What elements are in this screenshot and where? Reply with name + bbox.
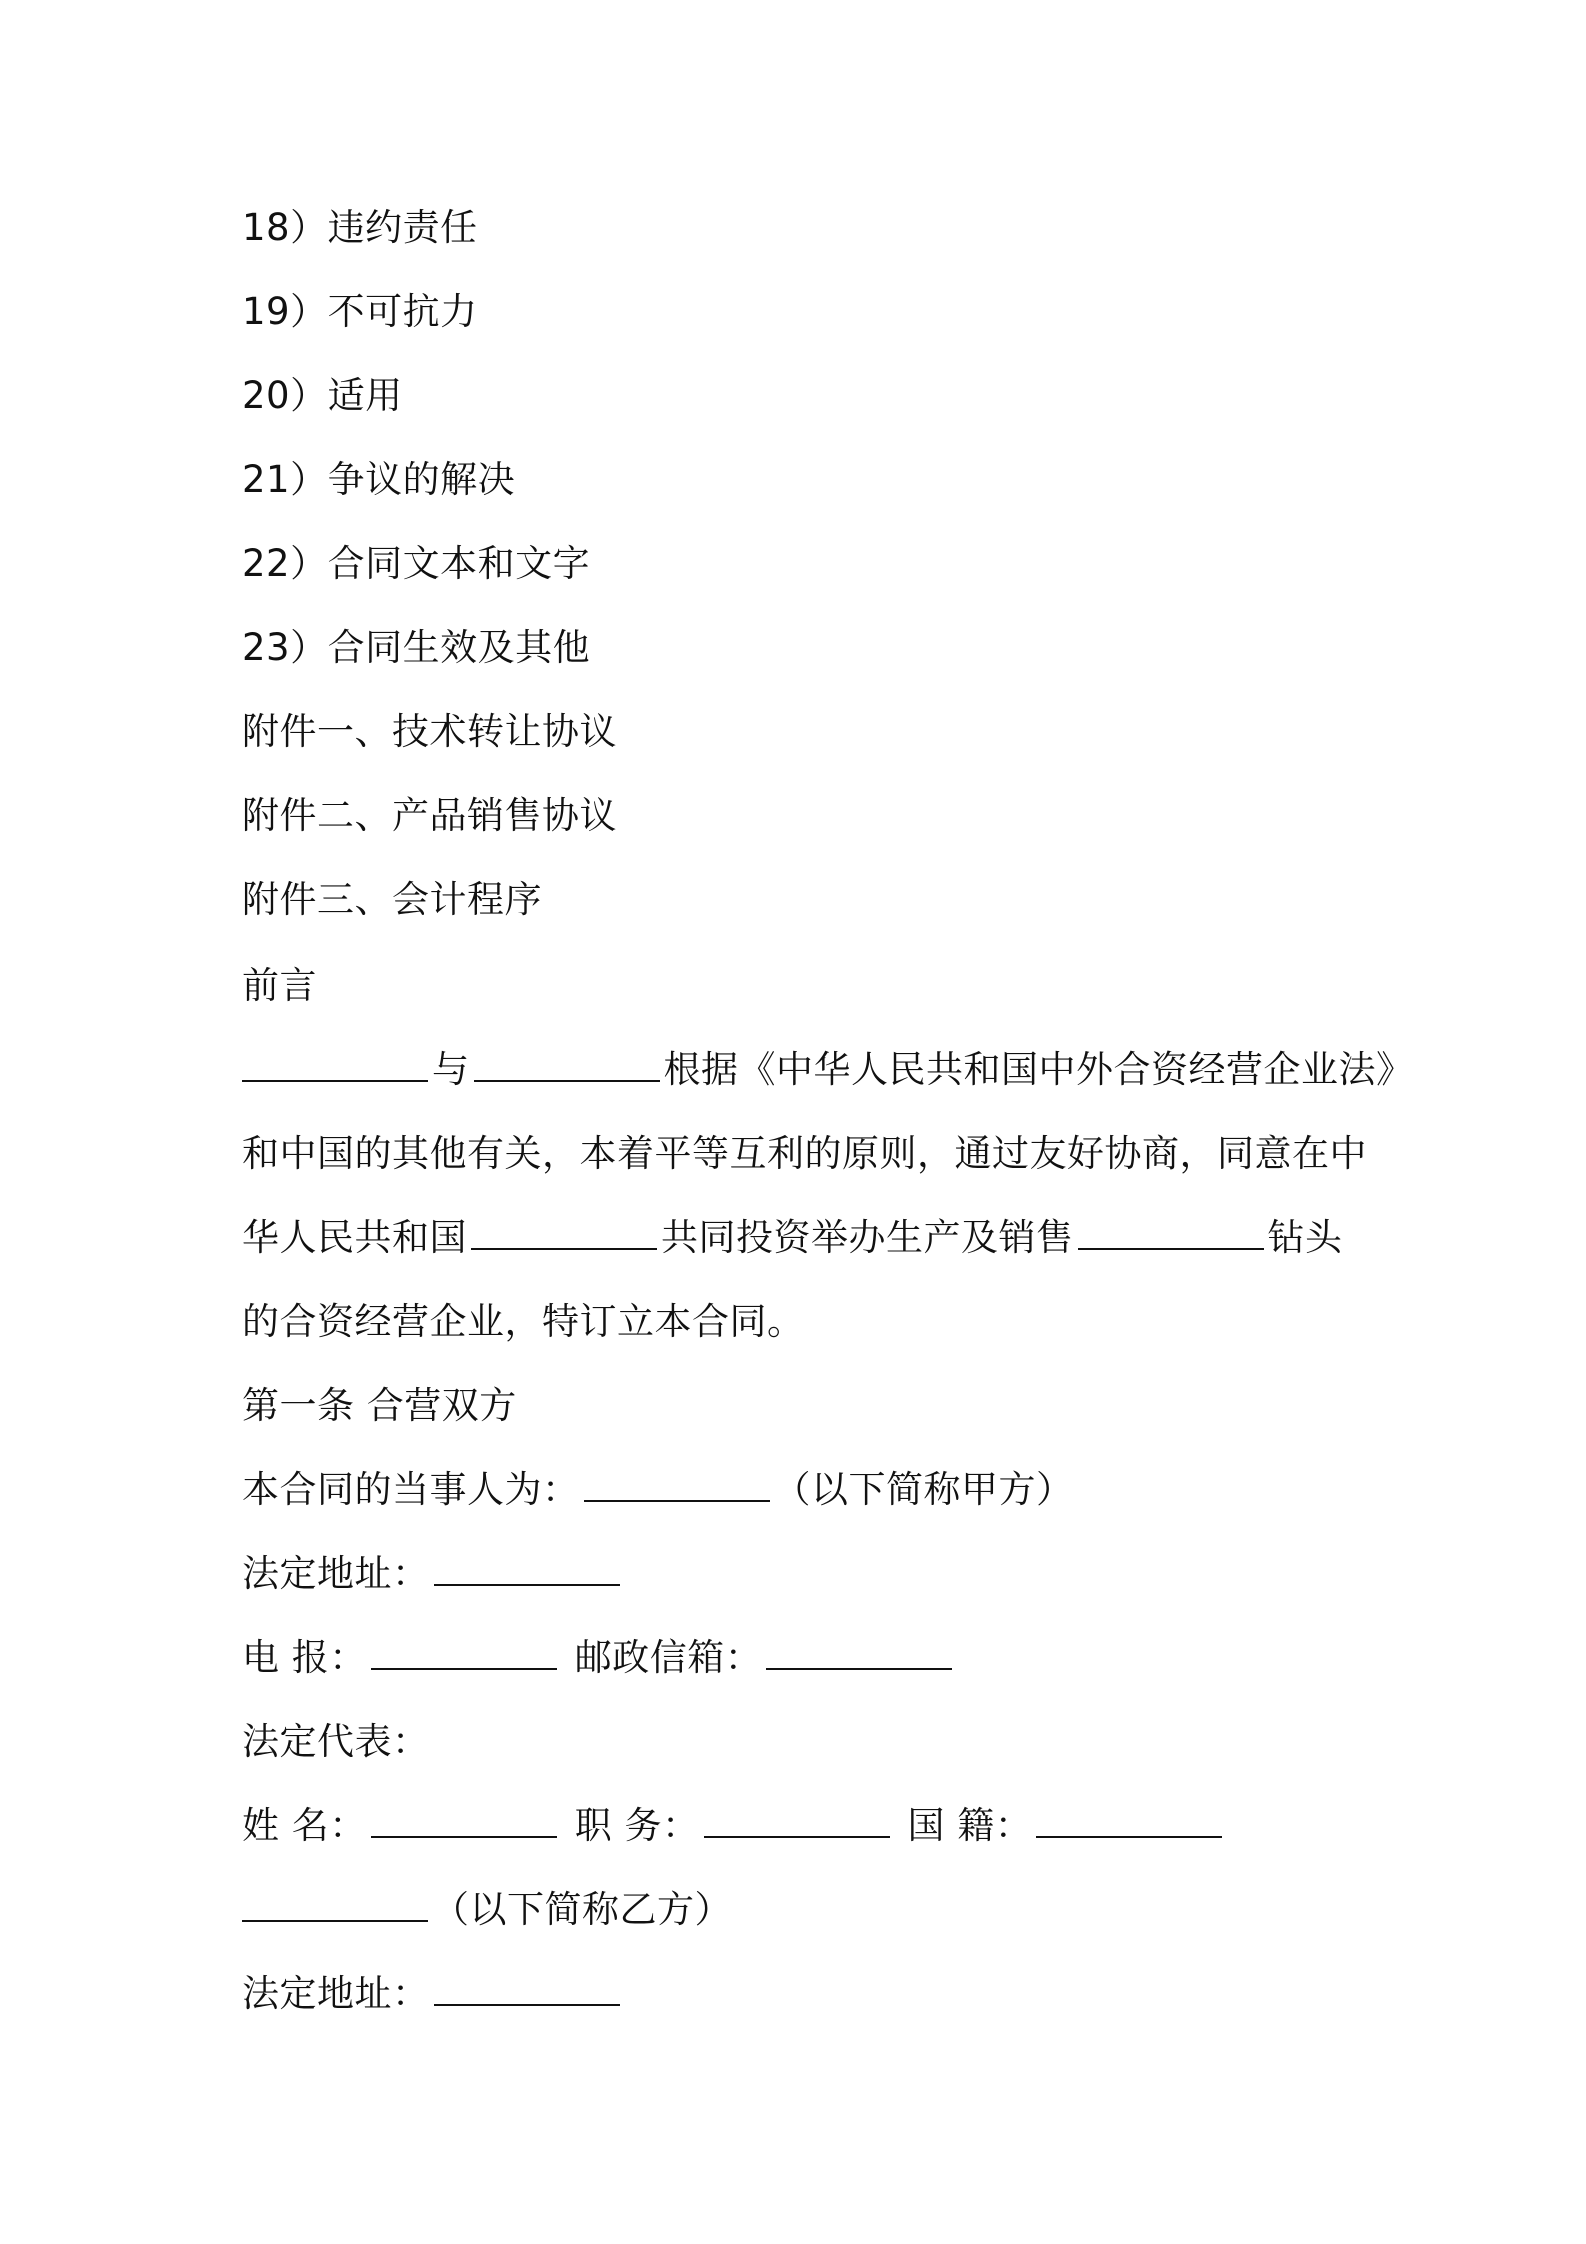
blank-party-a-address[interactable] [434,1554,620,1586]
party-b-address-line [242,1968,624,2020]
nationality-label: 国 籍： [907,1804,1033,1847]
preface-line-3 [242,1212,1343,1264]
preface-line-4: 的合资经营企业，特订立本合同。 [242,1300,805,1343]
preface-line-1 [242,1044,1414,1096]
toc-appendix-3: 附件三、会计程序 [242,878,542,921]
toc-appendix-1: 附件一、技术转让协议 [242,710,617,753]
preface-line-1-tail: 根据《中华人民共和国中外合资经营企业法》 [663,1048,1414,1091]
party-a-contact-line [242,1632,956,1684]
party-a-line [242,1464,1074,1516]
blank-party-b-address[interactable] [434,1974,620,2006]
preface-heading: 前言 [242,964,317,1007]
toc-item-21: 21）争议的解决 [242,458,516,501]
toc-appendix-2: 附件二、产品销售协议 [242,794,617,837]
blank-rep-title[interactable] [704,1806,890,1838]
pobox-label: 邮政信箱： [574,1636,763,1679]
telegram-label: 电 报： [242,1636,367,1679]
party-intro-label: 本合同的当事人为： [242,1468,580,1511]
preface-line-3-head: 华人民共和国 [242,1216,467,1259]
blank-party-a-name[interactable] [584,1470,770,1502]
toc-item-19: 19）不可抗力 [242,290,478,333]
address-label: 法定地址： [242,1552,430,1595]
blank-party-b-name[interactable] [242,1890,428,1922]
article-1-heading: 第一条 合营双方 [242,1384,517,1427]
blank-product[interactable] [1078,1218,1264,1250]
blank-party-b[interactable] [474,1050,660,1082]
preface-with: 与 [432,1048,470,1091]
blank-rep-name[interactable] [371,1806,557,1838]
rep-details-line [242,1800,1226,1852]
title-label: 职 务： [574,1804,700,1847]
address-label-b: 法定地址： [242,1972,430,2015]
toc-item-20: 20）适用 [242,374,403,417]
party-b-line [242,1884,732,1936]
rep-label: 法定代表： [242,1720,430,1763]
preface-line-3-tail: 钻头 [1267,1216,1343,1259]
toc-item-18: 18）违约责任 [242,206,478,249]
blank-location[interactable] [471,1218,657,1250]
blank-telegram[interactable] [371,1638,557,1670]
preface-line-2: 和中国的其他有关，本着平等互利的原则，通过友好协商，同意在中 [242,1132,1367,1175]
blank-rep-nationality[interactable] [1036,1806,1222,1838]
blank-party-a[interactable] [242,1050,428,1082]
party-a-address-line [242,1548,624,1600]
blank-pobox[interactable] [766,1638,952,1670]
party-b-suffix: （以下简称乙方） [432,1888,732,1931]
toc-item-23: 23）合同生效及其他 [242,626,591,669]
name-label: 姓 名： [242,1804,367,1847]
party-a-suffix: （以下简称甲方） [773,1468,1074,1511]
toc-item-22: 22）合同文本和文字 [242,542,591,585]
preface-line-3-mid: 共同投资举办生产及销售 [661,1216,1074,1259]
